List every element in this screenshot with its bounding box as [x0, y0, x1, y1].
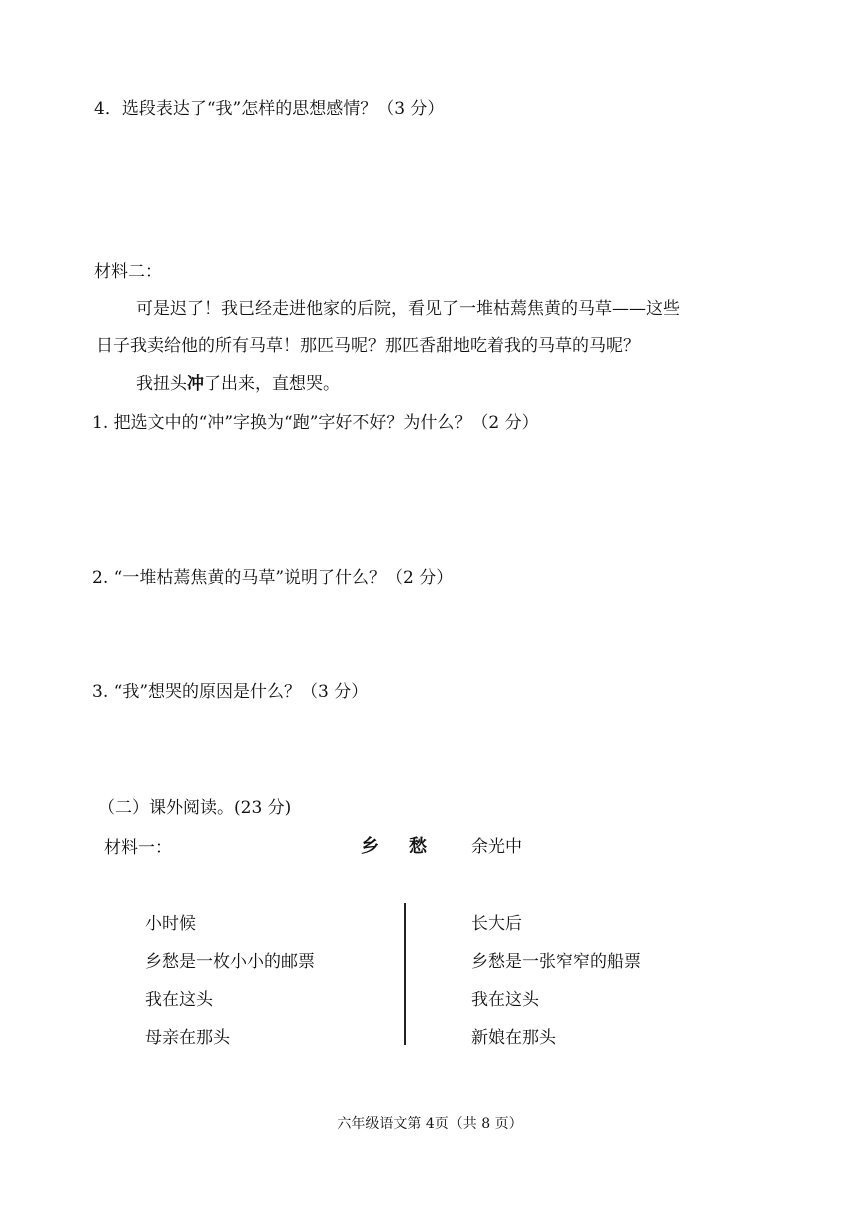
- left-stanza-line-3: 我在这头: [145, 990, 213, 1010]
- question-1: 1. 把选文中的“冲”字换为“跑”字好不好？为什么？（2 分）: [92, 413, 539, 433]
- passage-line-2: 日子我卖给他的所有马草！那匹马呢？那匹香甜地吃着我的马草的马呢？: [96, 336, 640, 356]
- question-3: 3. “我”想哭的原因是什么？（3 分）: [92, 682, 369, 702]
- poem-title-char-2: 愁: [409, 836, 427, 857]
- passage-line-3-start: 我扭头: [136, 374, 187, 394]
- right-stanza-line-4: 新娘在那头: [471, 1028, 556, 1048]
- right-stanza-line-2: 乡愁是一张窄窄的船票: [471, 952, 641, 972]
- stanza-divider: [404, 903, 406, 1045]
- passage-line-3: [136, 372, 340, 396]
- poem-title-char-1: 乡: [361, 836, 379, 857]
- section-2-heading: （二）课外阅读。(23 分): [98, 798, 292, 818]
- emphasized-character: 冲: [187, 374, 204, 394]
- poem-title-line: [361, 835, 522, 859]
- right-stanza-line-1: 长大后: [471, 914, 522, 934]
- material-1-label: 材料一：: [104, 838, 172, 858]
- left-stanza-line-1: 小时候: [145, 914, 196, 934]
- material-2-heading: 材料二：: [94, 262, 162, 282]
- question-2: 2. “一堆枯蔫焦黄的马草”说明了什么？（2 分）: [92, 568, 454, 588]
- page-footer: 六年级语文第 4页（共 8 页）: [337, 1116, 523, 1132]
- passage-line-3-end: 了出来，直想哭。: [204, 374, 340, 394]
- left-stanza-line-2: 乡愁是一枚小小的邮票: [145, 952, 315, 972]
- left-stanza-line-4: 母亲在那头: [145, 1028, 230, 1048]
- passage-line-1: 可是迟了！我已经走进他家的后院，看见了一堆枯蔫焦黄的马草——这些: [136, 299, 680, 319]
- poem-author: 余光中: [471, 837, 522, 857]
- question-4: 4．选段表达了“我”怎样的思想感情？（3 分）: [94, 99, 445, 119]
- right-stanza-line-3: 我在这头: [471, 990, 539, 1010]
